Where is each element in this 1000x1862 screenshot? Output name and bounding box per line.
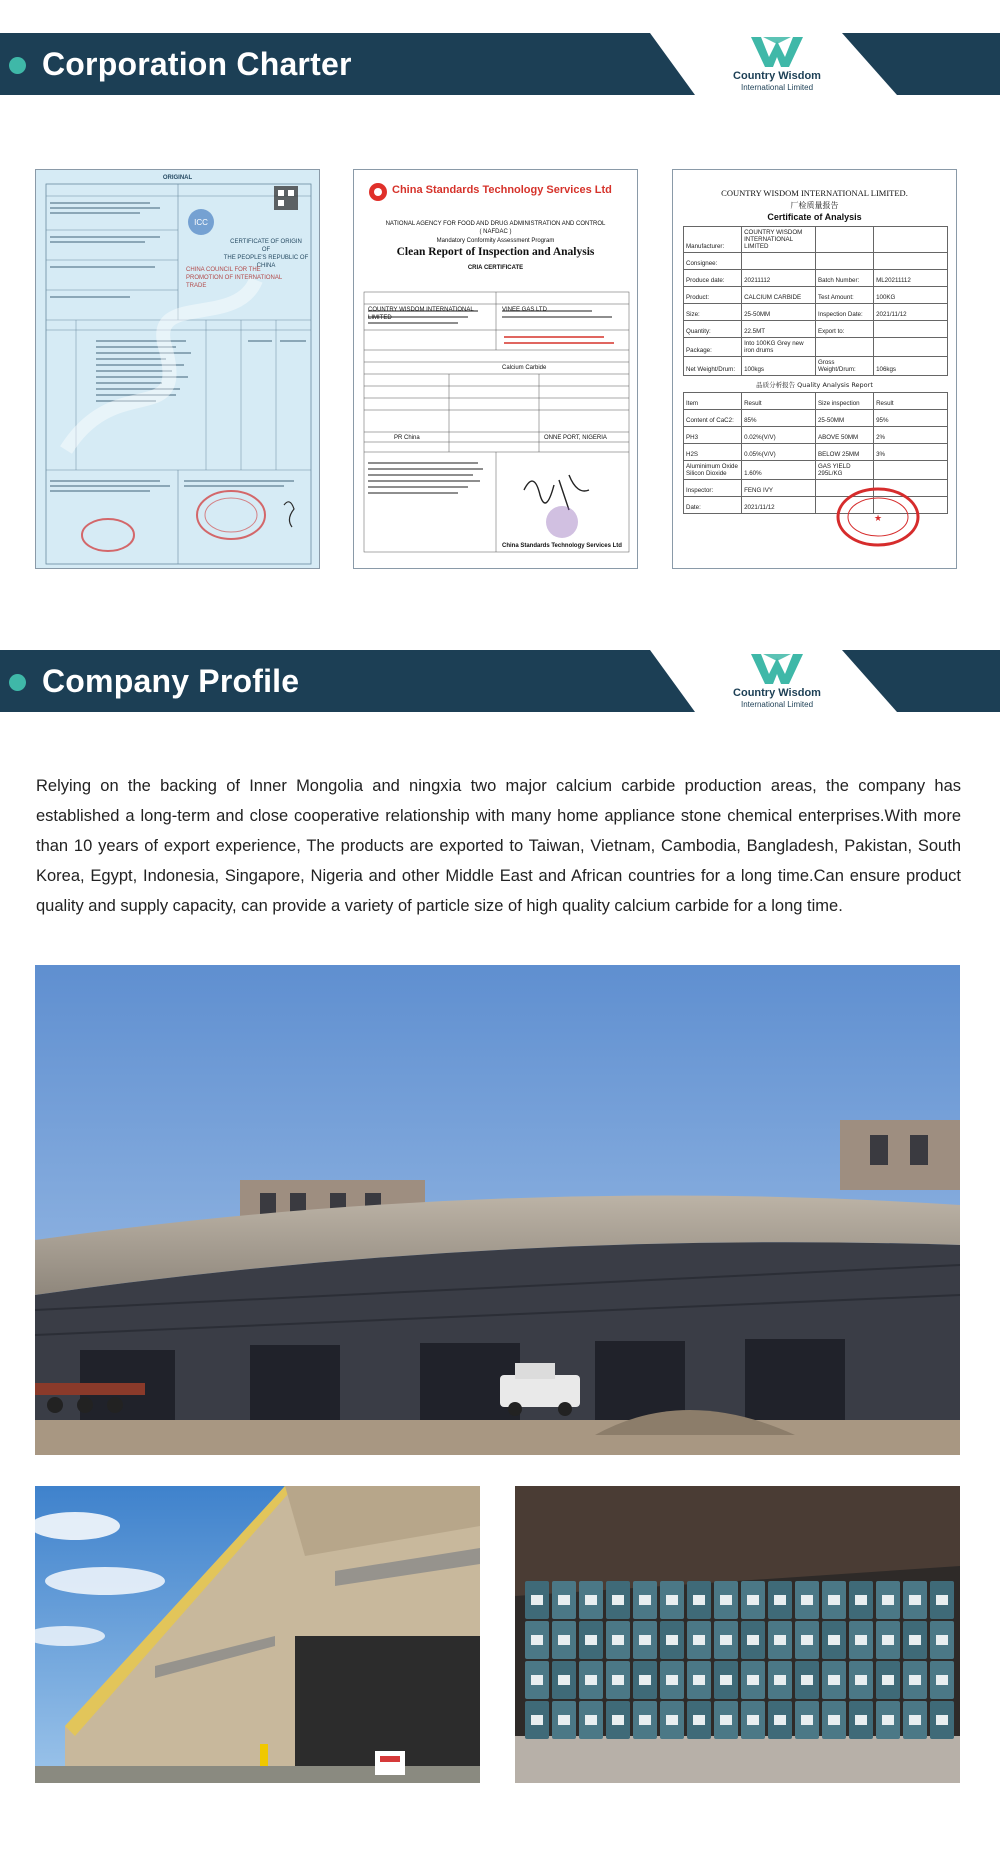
inspection-program: Mandatory Conformity Assessment Program: [436, 238, 555, 244]
factory-photo-main: [35, 965, 960, 1455]
drum-label: [612, 1675, 624, 1685]
drum-label: [774, 1635, 786, 1645]
drum-label: [936, 1715, 948, 1725]
drum-label: [585, 1675, 597, 1685]
table-cell: ML20211112: [874, 270, 948, 287]
inspection-agency: NATIONAL AGENCY FOR FOOD AND DRUG ADMINISTRATION AND CONTROL: [385, 221, 606, 227]
drum-label: [693, 1595, 705, 1605]
banner-tail: [842, 650, 1000, 712]
table-cell: [742, 253, 816, 270]
table-row: [684, 393, 948, 410]
origin-doc-title: CERTIFICATE OF ORIGIN: [230, 239, 302, 245]
brand-logo: [712, 650, 842, 712]
brand-subtitle: International Limited: [740, 83, 814, 92]
table-cell: Export to:: [815, 321, 873, 338]
section-title: Corporation Charter: [42, 46, 352, 82]
brand-name: Country Wisdom: [733, 70, 821, 82]
section-title: Company Profile: [42, 663, 300, 699]
table-cell: 25-50MM: [742, 304, 816, 321]
origin-form-graphic: [36, 170, 320, 569]
table-cell: [815, 253, 873, 270]
bullet-dot-icon: [9, 57, 26, 74]
table-row: [684, 357, 948, 376]
drum-label: [639, 1595, 651, 1605]
table-row: [684, 444, 948, 461]
table-cell: Batch Number:: [815, 270, 873, 287]
drum-label: [936, 1595, 948, 1605]
analysis-report-title: 品质分析报告 Quality Analysis Report: [756, 381, 873, 389]
drum-label: [747, 1595, 759, 1605]
table-cell: Date:: [684, 497, 742, 514]
origin-country: THE PEOPLE'S REPUBLIC OF CHINA: [223, 255, 309, 269]
svg-text:ICC: ICC: [194, 218, 208, 227]
table-cell: 20211112: [742, 270, 816, 287]
drum-label: [720, 1595, 732, 1605]
inspection-product: Calcium Carbide: [502, 365, 547, 371]
drum-label: [666, 1635, 678, 1645]
drum-label: [882, 1635, 894, 1645]
drum-label: [666, 1715, 678, 1725]
drum-label: [531, 1595, 543, 1605]
drum-label: [747, 1715, 759, 1725]
drum-label: [801, 1675, 813, 1685]
table-cell: Into 100KG Grey new iron drums: [742, 338, 816, 357]
drum-label: [612, 1635, 624, 1645]
brand-logo: [712, 33, 842, 95]
brand-subtitle: International Limited: [740, 700, 814, 709]
drum-label: [693, 1715, 705, 1725]
drum-label: [828, 1595, 840, 1605]
drum-label: [774, 1715, 786, 1725]
table-cell: 0.05%(V/V): [742, 444, 816, 461]
inspection-consignee: VINEE GAS LTD: [502, 307, 547, 313]
inspection-report-certificate: [353, 169, 638, 569]
table-cell: Consignee:: [684, 253, 742, 270]
svg-text:★: ★: [873, 514, 883, 524]
inspection-title: Clean Report of Inspection and Analysis: [396, 246, 595, 258]
table-cell: [874, 461, 948, 480]
section-banner-charter: [0, 33, 1000, 95]
table-row: [684, 410, 948, 427]
drum-label: [558, 1715, 570, 1725]
drum-label: [693, 1635, 705, 1645]
table-cell: FENG IVY: [742, 480, 816, 497]
drum-label: [720, 1635, 732, 1645]
drum-label: [747, 1635, 759, 1645]
inspection-company: China Standards Technology Services Ltd: [392, 184, 612, 196]
analysis-table: [683, 226, 948, 376]
drum-label: [801, 1595, 813, 1605]
drum-label: [774, 1595, 786, 1605]
table-cell: 2%: [874, 427, 948, 444]
drum-label: [558, 1595, 570, 1605]
analysis-company: COUNTRY WISDOM INTERNATIONAL LIMITED.: [721, 188, 908, 198]
drum-label: [612, 1595, 624, 1605]
inspection-country-of-origin: PR China: [394, 435, 420, 441]
analysis-cn-title: 厂检质量报告: [790, 201, 839, 210]
drum-label: [639, 1675, 651, 1685]
table-cell: BELOW 25MM: [815, 444, 873, 461]
drum-label: [828, 1675, 840, 1685]
table-cell: GAS YIELD 295L/KG: [815, 461, 873, 480]
drum-label: [855, 1635, 867, 1645]
drum-label: [531, 1635, 543, 1645]
drum-label: [612, 1715, 624, 1725]
brand-name: Country Wisdom: [733, 687, 821, 699]
table-row: [684, 253, 948, 270]
drum-label: [828, 1715, 840, 1725]
table-cell: Net Weight/Drum:: [684, 357, 742, 376]
table-cell: Test Amount:: [815, 287, 873, 304]
table-row: [684, 304, 948, 321]
table-row: [684, 427, 948, 444]
drum-label: [666, 1675, 678, 1685]
company-profile-text: Relying on the backing of Inner Mongolia and ningxia two major calcium carbide production areas, the company has established a long-term and close cooperative relationship with many home appliance stone chemical enterprises.With more than 10 years of export experience, The products are exported to Taiwan, Vietnam, Cambodia, Bangladesh, Pakistan, South Korea, Egypt, Indonesia, Singapore, Nigeria and other Middle East and African countries for a long time.Can ensure product quality and supply capacity, can provide a variety of particle size of high quality calcium carbide for a long time.: [36, 777, 961, 915]
bullet-dot-icon: [9, 674, 26, 691]
drum-label: [585, 1715, 597, 1725]
table-cell: 0.02%(V/V): [742, 427, 816, 444]
table-row: [684, 321, 948, 338]
analysis-title: Certificate of Analysis: [767, 212, 862, 222]
table-cell: Product:: [684, 287, 742, 304]
drum-label: [720, 1715, 732, 1725]
origin-of: OF: [261, 247, 271, 253]
drum-label: [828, 1635, 840, 1645]
table-cell: [874, 253, 948, 270]
drum-label: [801, 1715, 813, 1725]
drum-label: [639, 1635, 651, 1645]
section-banner-profile: [0, 650, 1000, 712]
certificate-of-analysis: [672, 169, 957, 569]
logo-w-icon: [749, 35, 805, 69]
drum-label: [558, 1675, 570, 1685]
table-cell: Package:: [684, 338, 742, 357]
certificate-of-origin: [35, 169, 320, 569]
inspection-nafdac: ( NAFDAC ): [479, 229, 512, 235]
drum-label: [801, 1635, 813, 1645]
table-cell: 106kgs: [874, 357, 948, 376]
logo-w-icon: [749, 652, 805, 686]
drum-label: [585, 1595, 597, 1605]
drum-label: [882, 1715, 894, 1725]
table-cell: Produce date:: [684, 270, 742, 287]
factory-photo-exterior: [35, 1486, 480, 1783]
table-cell: Manufacturer:: [684, 227, 742, 253]
drum-label: [882, 1595, 894, 1605]
table-cell: Inspector:: [684, 480, 742, 497]
banner-tail: [842, 33, 1000, 95]
table-cell: CALCIUM CARBIDE: [742, 287, 816, 304]
table-cell: ABOVE 50MM: [815, 427, 873, 444]
drum-label: [639, 1715, 651, 1725]
table-cell: 100KG: [874, 287, 948, 304]
table-cell: Content of CaC2:: [684, 410, 742, 427]
inspection-port: ONNE PORT, NIGERIA: [544, 435, 607, 441]
table-cell: [815, 338, 873, 357]
table-cell: 85%: [742, 410, 816, 427]
drum-label: [666, 1595, 678, 1605]
table-cell: H2S: [684, 444, 742, 461]
table-cell: [874, 227, 948, 253]
drum-label: [531, 1675, 543, 1685]
table-cell: COUNTRY WISDOM INTERNATIONAL LIMITED: [742, 227, 816, 253]
table-row: [684, 270, 948, 287]
inspection-exporter: COUNTRY WISDOM INTERNATIONAL LIMITED: [368, 307, 474, 321]
table-row: [684, 461, 948, 480]
drum-label: [585, 1635, 597, 1645]
warehouse-drums-photo: [515, 1486, 960, 1783]
table-cell: 100kgs: [742, 357, 816, 376]
drum-label: [855, 1595, 867, 1605]
origin-header: ORIGINAL: [162, 175, 193, 181]
table-cell: Result: [874, 393, 948, 410]
inspection-footer: China Standards Technology Services Ltd: [502, 543, 622, 549]
drum-label: [855, 1675, 867, 1685]
red-seal-icon: [833, 482, 923, 552]
table-cell: [815, 227, 873, 253]
table-cell: PH3: [684, 427, 742, 444]
table-cell: [874, 338, 948, 357]
table-cell: Inspection Date:: [815, 304, 873, 321]
drum-label: [855, 1715, 867, 1725]
table-row: [684, 287, 948, 304]
table-cell: 1.60%: [742, 461, 816, 480]
drum-label: [531, 1715, 543, 1725]
table-cell: 2021/11/12: [742, 497, 816, 514]
origin-stamp-text: CHINA COUNCIL FOR THE PROMOTION OF INTERNATIONAL TRADE: [186, 267, 283, 289]
table-cell: 3%: [874, 444, 948, 461]
drum-label: [558, 1635, 570, 1645]
inspection-subtitle: CRIA CERTIFICATE: [467, 265, 524, 271]
drum-label: [882, 1675, 894, 1685]
drum-label: [774, 1675, 786, 1685]
drum-label: [909, 1635, 921, 1645]
table-cell: Result: [742, 393, 816, 410]
drum-label: [936, 1635, 948, 1645]
table-cell: Size:: [684, 304, 742, 321]
table-row: [684, 227, 948, 253]
drum-label: [693, 1675, 705, 1685]
table-cell: Aluminimum Oxide Silicon Dioxide: [684, 461, 742, 480]
table-cell: Item: [684, 393, 742, 410]
drum-label: [720, 1675, 732, 1685]
table-cell: 22.5MT: [742, 321, 816, 338]
table-cell: 95%: [874, 410, 948, 427]
drum-label: [909, 1595, 921, 1605]
table-cell: Gross Weight/Drum:: [815, 357, 873, 376]
table-cell: Quantity:: [684, 321, 742, 338]
drum-label: [909, 1715, 921, 1725]
table-row: [684, 338, 948, 357]
drum-label: [909, 1675, 921, 1685]
drum-label: [936, 1675, 948, 1685]
table-cell: 2021/11/12: [874, 304, 948, 321]
table-cell: 25-50MM: [815, 410, 873, 427]
table-cell: [874, 321, 948, 338]
table-cell: Size inspection: [815, 393, 873, 410]
drum-label: [747, 1675, 759, 1685]
